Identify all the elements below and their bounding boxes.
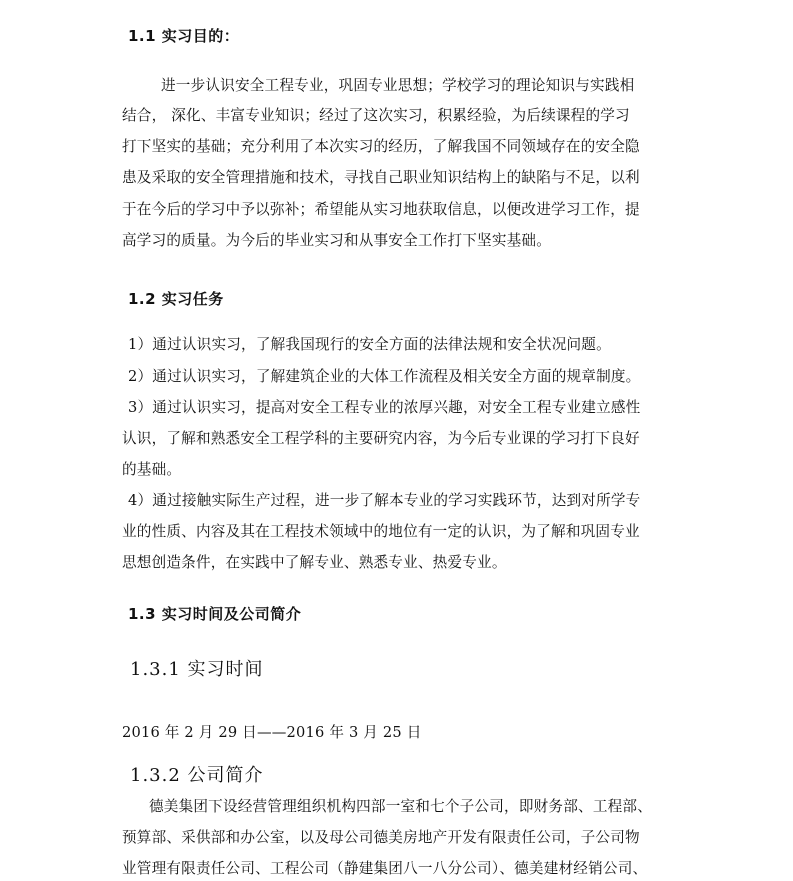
section-heading-1-2: 1.2 实习任务 xyxy=(128,290,224,308)
list-item-line: 3）通过认识实习，提高对安全工程专业的浓厚兴趣，对安全工程专业建立感性 xyxy=(128,399,641,416)
list-item-line: 4）通过接触实际生产过程，进一步了解本专业的学习实践环节，达到对所学专 xyxy=(128,492,641,509)
paragraph-line: 打下坚实的基础；充分利用了本次实习的经历，了解我国不同领域存在的安全隐 xyxy=(122,138,640,155)
section-heading-1-1: 1.1 实习目的： xyxy=(128,27,240,45)
paragraph-line: 德美集团下设经营管理组织机构四部一室和七个子公司，即财务部、工程部、 xyxy=(149,798,652,815)
paragraph-line: 结合， 深化、丰富专业知识；经过了这次实习，积累经验，为后续课程的学习 xyxy=(122,107,630,124)
list-item-line: 认识，了解和熟悉安全工程学科的主要研究内容，为今后专业课的学习打下良好 xyxy=(122,430,640,447)
paragraph-line: 业管理有限责任公司、工程公司（静建集团八一八分公司）、德美建材经销公司、 xyxy=(122,860,648,877)
paragraph-line: 高学习的质量。为今后的毕业实习和从事安全工作打下坚实基础。 xyxy=(122,232,552,249)
paragraph-line: 患及采取的安全管理措施和技术，寻找自己职业知识结构上的缺陷与不足，以利 xyxy=(122,169,640,186)
list-item-line: 思想创造条件，在实践中了解专业、熟悉专业、热爱专业。 xyxy=(122,554,507,571)
paragraph-line: 预算部、采供部和办公室，以及母公司德美房地产开发有限责任公司，子公司物 xyxy=(122,829,640,846)
list-item-line: 2）通过认识实习，了解建筑企业的大体工作流程及相关安全方面的规章制度。 xyxy=(128,368,641,385)
list-item-line: 业的性质、内容及其在工程技术领域中的地位有一定的认识，为了解和巩固专业 xyxy=(122,523,640,540)
subsection-heading-1-3-2: 1.3.2 公司简介 xyxy=(130,765,264,786)
paragraph-line: 于在今后的学习中予以弥补；希望能从实习地获取信息，以便改进学习工作，提 xyxy=(122,201,640,218)
list-item-line: 1）通过认识实习，了解我国现行的安全方面的法律法规和安全状况问题。 xyxy=(128,336,611,353)
internship-date-range: 2016 年 2 月 29 日——2016 年 3 月 25 日 xyxy=(122,724,422,741)
paragraph-line: 进一步认识安全工程专业，巩固专业思想；学校学习的理论知识与实践相 xyxy=(161,77,635,94)
section-heading-1-3: 1.3 实习时间及公司简介 xyxy=(128,605,302,623)
subsection-heading-1-3-1: 1.3.1 实习时间 xyxy=(130,659,264,680)
list-item-line: 的基础。 xyxy=(122,461,182,478)
